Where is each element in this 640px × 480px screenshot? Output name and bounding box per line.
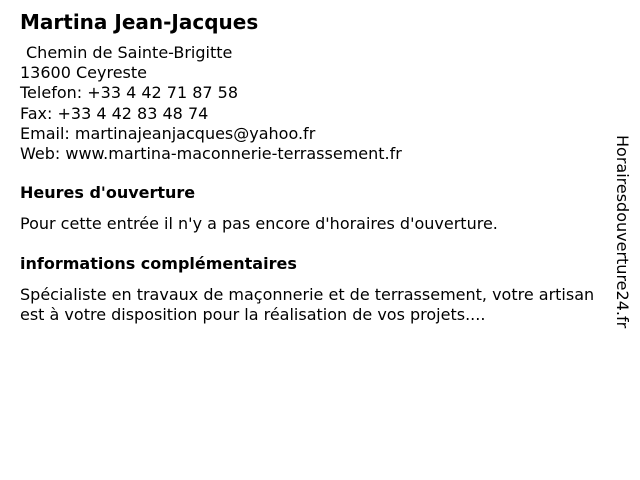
street-address: Chemin de Sainte-Brigitte xyxy=(26,43,233,62)
additional-info-heading: informations complémentaires xyxy=(20,253,297,273)
email-address: Email: martinajeanjacques@yahoo.fr xyxy=(20,123,316,143)
phone-number: Telefon: +33 4 42 71 87 58 xyxy=(20,83,239,103)
business-name: Martina Jean-Jacques xyxy=(20,10,259,34)
contact-details xyxy=(20,43,598,164)
city-address: 13600 Ceyreste xyxy=(20,63,147,83)
business-entry xyxy=(20,9,598,326)
additional-info-text: Spécialiste en travaux de maçonnerie et de terrassement, votre artisan est à votre disposition pour la réalisation de vos projets.... xyxy=(20,284,595,325)
opening-hours-text: Pour cette entrée il n'y a pas encore d'horaires d'ouverture. xyxy=(20,214,498,234)
site-brand-vertical: Horairesdouverture24.fr xyxy=(613,135,632,329)
website-address: Web: www.martina-maconnerie-terrassement.fr xyxy=(20,144,402,164)
fax-number: Fax: +33 4 42 83 48 74 xyxy=(20,103,209,123)
opening-hours-heading: Heures d'ouverture xyxy=(20,183,196,203)
